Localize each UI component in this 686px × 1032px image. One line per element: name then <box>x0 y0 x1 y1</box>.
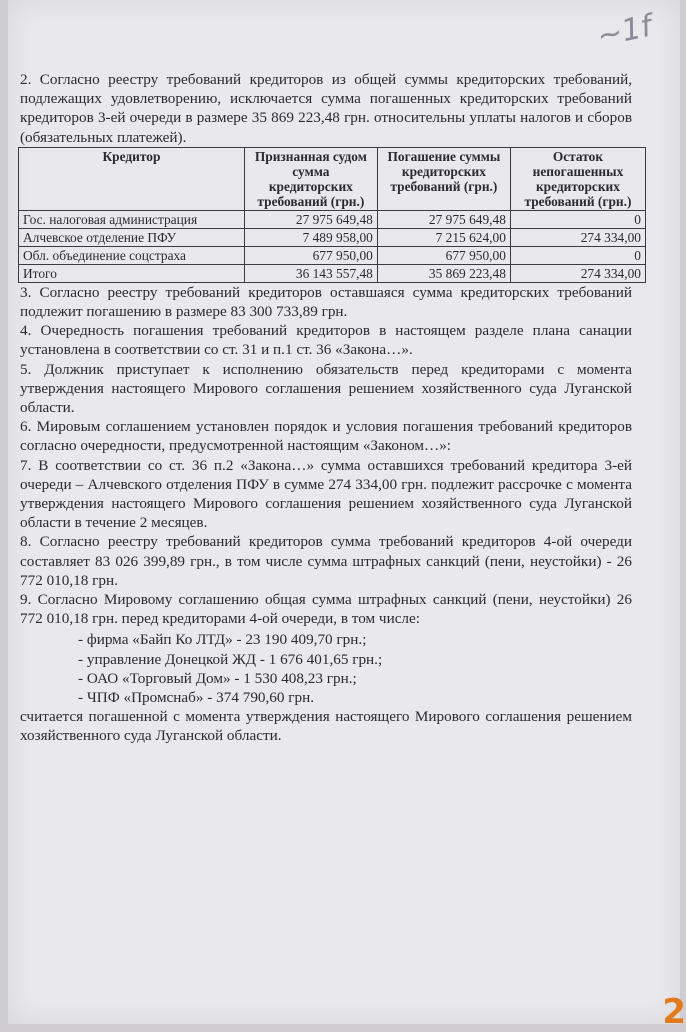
handwritten-page-mark: ~1f <box>594 8 656 55</box>
paragraph-3: 3. Согласно реестру требований кредиторов оставшаяся сумма кредиторских требований подлежит погашению в размере 83 300 733,89 грн. <box>20 283 632 321</box>
table-cell-creditor: Обл. объединение соцстраха <box>19 246 245 264</box>
table-cell-creditor: Гос. налоговая администрация <box>19 210 245 228</box>
creditors-table <box>18 147 646 283</box>
table-row <box>19 210 646 228</box>
paragraph-7: 7. В соответствии со ст. 36 п.2 «Закона…» сумма оставшихся требований кредитора 3-ей очереди – Алчевского отделения ПФУ в сумме 274 334,00 грн. подлежит рассрочке с момента утверждения настоящего Мирового соглашения решением хозяйственного суда Луганской области в течение 2 месяцев. <box>20 456 632 532</box>
list-item: - фирма «Байп Ко ЛТД» - 23 190 409,70 грн.; <box>78 631 367 649</box>
paragraph-2: 2. Согласно реестру требований кредиторов из общей суммы кредиторских требований, подлежащих удовлетворению, исключается сумма погашенных кредиторских требований кредиторов 3-ей очереди в размере 35 869 223,48 грн. относительны уплаты налогов и сборов (обязательных платежей). <box>20 71 632 146</box>
table-header-cell: Остаток непогашенных кредиторских требований (грн.) <box>510 147 645 210</box>
document-page <box>8 0 686 1032</box>
table-cell-recognized: 36 143 557,48 <box>244 264 377 282</box>
table-cell-repaid: 7 215 624,00 <box>377 228 510 246</box>
table-cell-recognized: 677 950,00 <box>244 246 377 264</box>
table-cell-remaining: 0 <box>510 210 645 228</box>
paragraph-5: 5. Должник приступает к исполнению обязательств перед кредиторами с момента утверждения настоящего Мирового соглашения решением хозяйственного суда Луганской области. <box>20 360 632 417</box>
table-header-row <box>19 147 646 210</box>
table-row-total <box>19 264 646 282</box>
table-cell-creditor: Итого <box>19 264 245 282</box>
table-header-cell: Погашение суммы кредиторских требований (грн.) <box>377 147 510 210</box>
paragraph-4: 4. Очередность погашения требований кредиторов в настоящем разделе плана санации установлена в соответствии со ст. 31 и п.1 ст. 36 «Закона…». <box>20 322 632 359</box>
page-number-mark: 2 <box>662 992 686 1032</box>
paragraph-9: 9. Согласно Мировому соглашению общая сумма штрафных санкций (пени, неустойки) 26 772 010,18 грн. перед кредиторами 4-ой очереди, в том числе: <box>20 591 632 628</box>
table-cell-repaid: 35 869 223,48 <box>377 264 510 282</box>
list-item: - управление Донецкой ЖД - 1 676 401,65 грн.; <box>78 650 383 668</box>
list-item: - ЧПФ «Промснаб» - 374 790,60 грн. <box>78 689 315 707</box>
paragraph-6: 6. Мировым соглашением установлен порядок и условия погашения требований кредиторов согласно очередности, предусмотренной настоящим «Законом…»: <box>20 418 632 455</box>
paragraph-8: 8. Согласно реестру требований кредиторов сумма требований кредиторов 4-ой очереди составляет 83 026 399,89 грн., в том числе сумма штрафных санкций (пени, неустойки) - 26 772 010,18 грн. <box>20 533 632 589</box>
table-header-cell: Кредитор <box>19 147 245 210</box>
table-cell-recognized: 27 975 649,48 <box>244 210 377 228</box>
table-header-cell: Признанная судом сумма кредиторских требований (грн.) <box>244 147 377 210</box>
table-cell-remaining: 274 334,00 <box>510 228 645 246</box>
closing-paragraph: считается погашенной с момента утверждения настоящего Мирового соглашения решением хозяйственного суда Луганской области. <box>20 708 632 745</box>
table-cell-creditor: Алчевское отделение ПФУ <box>19 228 245 246</box>
table-cell-remaining: 274 334,00 <box>510 264 645 282</box>
table-cell-repaid: 677 950,00 <box>377 246 510 264</box>
table-cell-recognized: 7 489 958,00 <box>244 228 377 246</box>
document-body <box>20 70 641 746</box>
table-cell-remaining: 0 <box>510 246 645 264</box>
table-cell-repaid: 27 975 649,48 <box>377 210 510 228</box>
table-row <box>19 228 646 246</box>
list-item: - ОАО «Торговый Дом» - 1 530 408,23 грн.; <box>78 669 357 687</box>
table-row <box>19 246 646 264</box>
